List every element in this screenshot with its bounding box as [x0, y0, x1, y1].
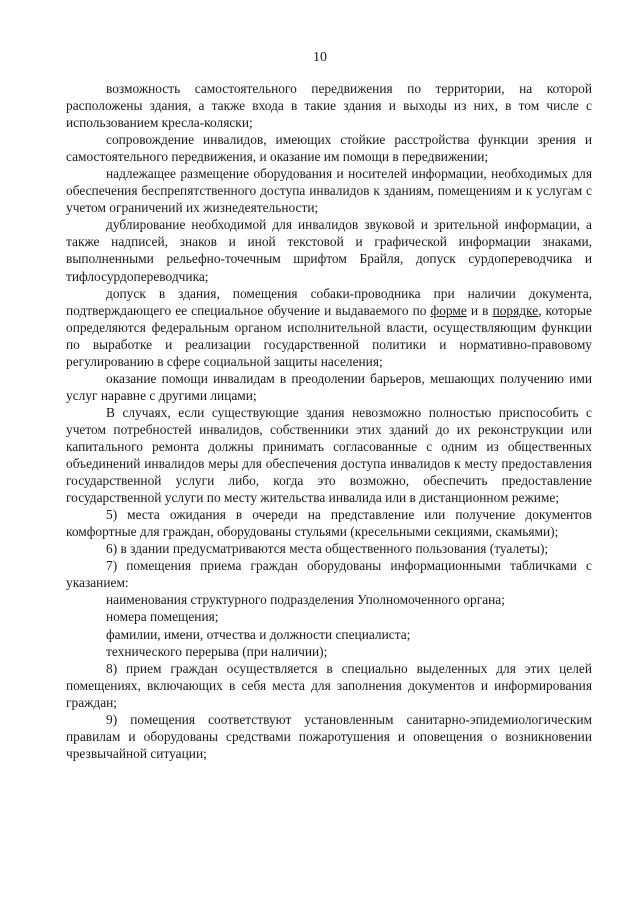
paragraph-item-7: 7) помещения приема граждан оборудованы информационными табличками с указанием: [66, 558, 592, 591]
paragraph-item-5: 5) места ожидания в очереди на представление или получение документов комфортные для граждан, оборудованы стульями (кресельными секциями, скамьями); [66, 507, 592, 540]
list-item-technical-break: технического перерыва (при наличии); [106, 643, 328, 659]
paragraph-item-8: 8) прием граждан осуществляется в специально выделенных для этих целей помещениях, включающих в себя места для заполнения документов и информирования граждан; [66, 660, 592, 710]
guide-dog-text-start: допуск в здания, помещения собаки-проводника при наличии документа, подтверждающего ее специальное обучение и выдаваемого по [66, 285, 592, 318]
paragraph-equipment-placement: надлежащее размещение оборудования и носителей информации, необходимых для обеспечения беспрепятственного доступа инвалидов к зданиям, помещениям и к услугам с учетом ограничений их жизнедеятельности; [66, 166, 592, 216]
page-number: 10 [313, 50, 327, 65]
guide-dog-text-middle: и в [466, 302, 493, 318]
list-item-room-number: номера помещения; [106, 609, 219, 625]
body-text [66, 80, 592, 762]
paragraph-guide-dog [66, 285, 592, 370]
paragraph-escort: сопровождение инвалидов, имеющих стойкие расстройства функции зрения и самостоятельного передвижения, и оказание им помощи в передвижении; [66, 132, 592, 165]
paragraph-item-9: 9) помещения соответствуют установленным санитарно-эпидемиологическим правилам и оборудованы средствами пожаротушения и оповещения о возникновении чрезвычайной ситуации; [66, 711, 592, 761]
order-link[interactable]: порядке [492, 302, 539, 318]
form-link[interactable]: форме [430, 302, 467, 318]
list-item-specialist-name: фамилии, имени, отчества и должности специалиста; [106, 626, 411, 642]
guide-dog-text-end: , которые определяются федеральным органом исполнительной власти, осуществляющим функции по выработке и реализации государственной политики и нормативно-правовому регулированию в сфере социальной защиты населения; [66, 302, 592, 369]
paragraph-barrier-assistance: оказание помощи инвалидам в преодолении барьеров, мешающих получению ими услуг наравне с другими лицами; [66, 370, 592, 403]
paragraph-item-6: 6) в здании предусматриваются места общественного пользования (туалеты); [106, 541, 549, 557]
paragraph-existing-buildings: В случаях, если существующие здания невозможно полностью приспособить с учетом потребностей инвалидов, собственники этих зданий до их реконструкции или капитального ремонта должны принимать согласованные с одним из общественных объединений инвалидов меры для обеспечения доступа инвалидов к месту предоставления государственной услуги либо, когда это возможно, обеспечить предоставление государственной услуги по месту жительства инвалида или в дистанционном режиме; [66, 404, 592, 506]
paragraph-braille-duplication: дублирование необходимой для инвалидов звуковой и зрительной информации, а также надписей, знаков и иной текстовой и графической информации знаками, выполненными рельефно-точечным шрифтом Брайля, допуск сурдопереводчика и тифлосурдопереводчика; [66, 217, 592, 284]
list-item-department-name: наименования структурного подразделения Уполномоченного органа; [106, 592, 505, 608]
paragraph-wheelchair-access: возможность самостоятельного передвижения по территории, на которой расположены здания, а также входа в такие здания и выходы из них, в том числе с использованием кресла-коляски; [66, 81, 592, 131]
